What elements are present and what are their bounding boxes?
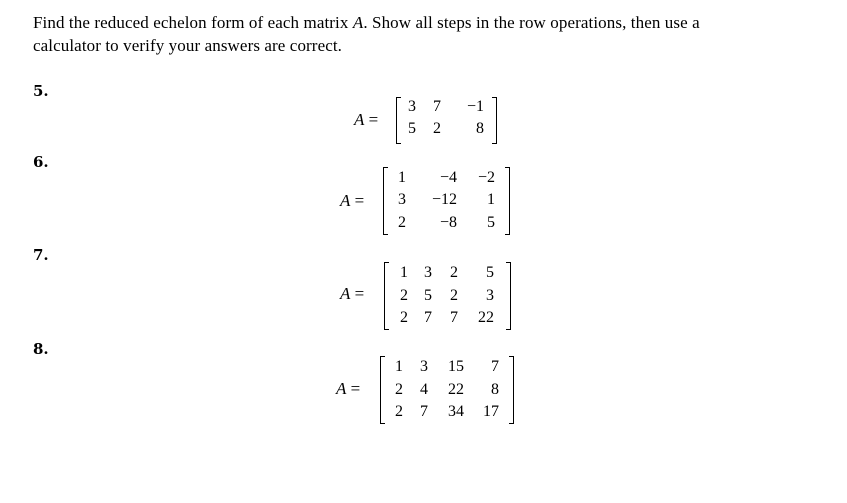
problem-6-variable: A — [340, 191, 351, 210]
problem-8-equals: = — [350, 379, 361, 398]
matrix-cell: 2 — [400, 309, 408, 326]
matrix-cell: 8 — [491, 381, 499, 398]
matrix-cell: 3 — [408, 98, 416, 115]
matrix-cell: 15 — [448, 358, 464, 375]
problem-8-variable: A — [336, 379, 347, 398]
matrix-cell: −4 — [439, 169, 457, 186]
matrix-cell: 5 — [408, 120, 416, 137]
instructions-line1-end: . Show all steps in the row operations, then use a — [363, 13, 700, 32]
matrix-cell: 3 — [420, 358, 428, 375]
matrix-cell: 7 — [450, 309, 458, 326]
problem-7-equals: = — [354, 284, 365, 303]
problem-8-number: 8. — [33, 340, 49, 358]
matrix-cell: 2 — [450, 264, 458, 281]
instructions-line2: calculator to verify your answers are correct. — [33, 36, 343, 55]
problem-7-matrix — [384, 262, 511, 330]
instructions-line1-start: Find the reduced echelon form of each matrix — [33, 13, 353, 32]
matrix-cell: 5 — [487, 214, 495, 231]
matrix-cell: −12 — [431, 191, 457, 208]
problem-6-equation-label — [340, 191, 364, 211]
matrix-cell: 5 — [424, 287, 432, 304]
problem-8-matrix — [380, 356, 514, 424]
matrix-cell: 22 — [478, 309, 494, 326]
matrix-cell: 7 — [424, 309, 432, 326]
problem-6-number: 6. — [33, 153, 49, 171]
matrix-cell: 1 — [398, 169, 406, 186]
problem-6-equals: = — [354, 191, 365, 210]
matrix-cell: 3 — [424, 264, 432, 281]
matrix-cell: 1 — [400, 264, 408, 281]
matrix-cell: 2 — [395, 403, 403, 420]
matrix-cell: 7 — [491, 358, 499, 375]
problem-5-equation-label — [354, 110, 378, 130]
matrix-cell: 8 — [476, 120, 484, 137]
matrix-cell: 2 — [398, 214, 406, 231]
matrix-cell: 3 — [486, 287, 494, 304]
matrix-cell: 4 — [420, 381, 428, 398]
matrix-cell: 2 — [400, 287, 408, 304]
problem-5-number: 5. — [33, 82, 49, 100]
matrix-cell: 1 — [487, 191, 495, 208]
matrix-cell: −1 — [466, 98, 484, 115]
problem-7-variable: A — [340, 284, 351, 303]
matrix-cell: 2 — [433, 120, 441, 137]
matrix-cell: 7 — [433, 98, 441, 115]
matrix-cell: 2 — [395, 381, 403, 398]
problem-7-number: 7. — [33, 246, 49, 264]
matrix-cell: 17 — [483, 403, 499, 420]
problem-5-variable: A — [354, 110, 365, 129]
matrix-cell: 5 — [486, 264, 494, 281]
problem-5-equals: = — [368, 110, 379, 129]
instructions — [33, 11, 833, 57]
matrix-cell: 22 — [448, 381, 464, 398]
matrix-cell: 1 — [395, 358, 403, 375]
matrix-cell: 34 — [448, 403, 464, 420]
instructions-matrix-variable: A — [352, 13, 364, 32]
matrix-cell: −8 — [439, 214, 457, 231]
matrix-cell: −2 — [477, 169, 495, 186]
matrix-cell: 3 — [398, 191, 406, 208]
matrix-cell: 2 — [450, 287, 458, 304]
problem-6-matrix — [383, 167, 510, 235]
matrix-cell: 7 — [420, 403, 428, 420]
problem-7-equation-label — [340, 284, 364, 304]
problem-5-matrix — [396, 97, 497, 144]
problem-8-equation-label — [336, 379, 360, 399]
